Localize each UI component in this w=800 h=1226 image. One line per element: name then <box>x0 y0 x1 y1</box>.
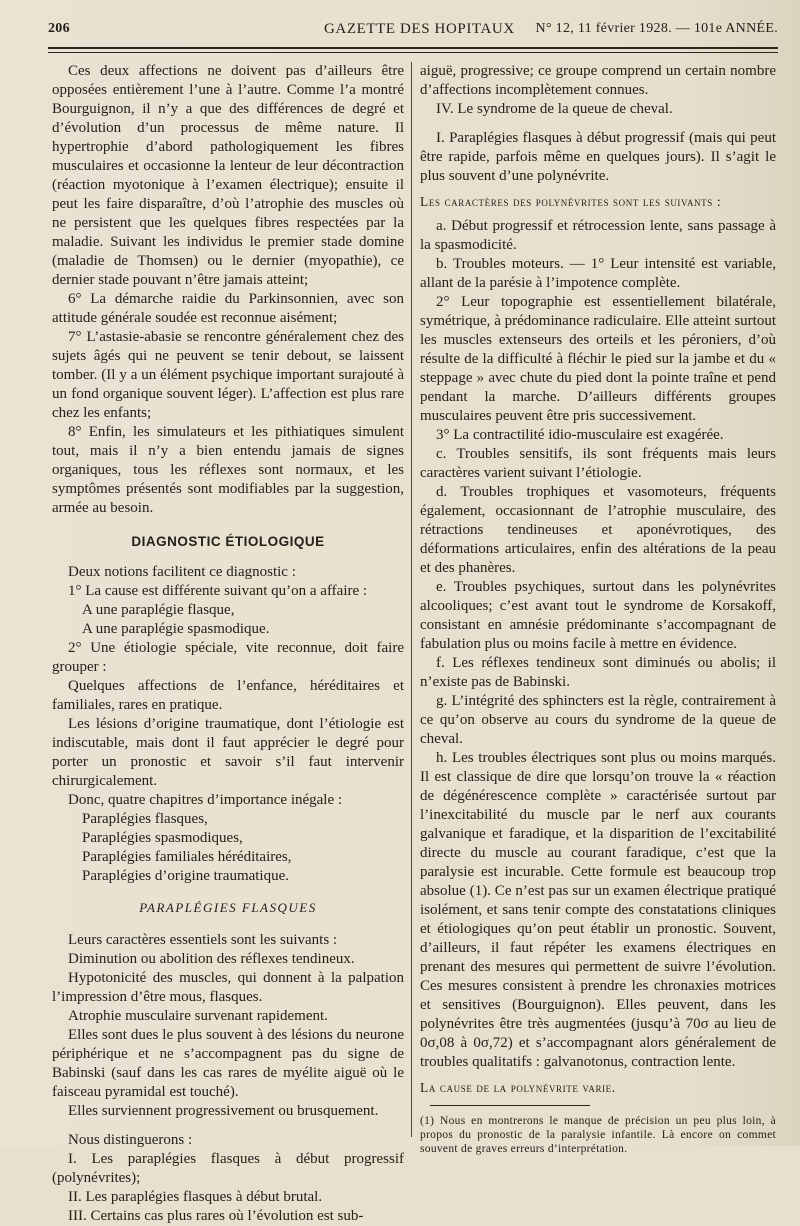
paragraph: h. Les troubles électriques sont plus ou moins marqués. Il est classique de dire que lorsqu’on trouve la « réaction de dégénérescence complète » caractérisée surtout par l’inexcitabilité du muscle par le nerf aux courants galvanique et faradique, et la disparition de l’excitabilité directe du muscle au courant faradique, c’est que la paralysie est incurable. Cette formule est beaucoup trop absolue (1). Ce n’est pas sur un examen électrique pratiqué isolément, et sans tenir compte des constatations cliniques et étiologiques qu’on peut établir un pronostic. Souvent, d’ailleurs, il faut répéter les examens électriques en prenant des mesures qui permettent de suivre l’évolution. Ces mesures consistent à prendre les chronaxies motrices et sensitives (Bourguignon). Elles peuvent, dans les polynévrites être très augmentées (jusqu’à 70σ au lieu de 0σ,08 à 0σ,72) et s’accompagnant alors généralement de troubles qualitatifs : galvanotonus, contraction lente. <box>420 750 776 1070</box>
page-number: 206 <box>48 21 70 36</box>
paragraph: Donc, quatre chapitres d’importance inégale : <box>68 792 343 808</box>
paragraph: Diminution ou abolition des réflexes tendineux. <box>68 951 355 967</box>
paragraph: Paraplégies d’origine traumatique. <box>82 868 290 884</box>
paragraph <box>52 1121 404 1131</box>
paragraph: f. Les réflexes tendineux sont diminués ou abolis; il n’existe pas de Babinski. <box>420 655 776 690</box>
paragraph: b. Troubles moteurs. — 1° Leur intensité est variable, allant de la parésie à l’impotence complète. <box>420 256 776 291</box>
footnote-rule <box>430 1105 590 1106</box>
paragraph: e. Troubles psychiques, surtout dans les polynévrites alcooliques; c’est avant tout le syndrome de Korsakoff, consistant en amnésie prédominante s’accompagnant de fabulation plus ou moins facile à mettre en évidence. <box>420 579 776 652</box>
paragraph: A une paraplégie flasque, <box>82 602 235 618</box>
paragraph: I. Les paraplégies flasques à début progressif (polynévrites); <box>52 1151 404 1186</box>
page-header <box>48 14 778 44</box>
paragraph: Paraplégies flasques, <box>82 811 208 827</box>
paragraph: Atrophie musculaire survenant rapidement. <box>68 1008 328 1024</box>
journal-title: GAZETTE DES HOPITAUX <box>324 20 515 37</box>
paragraph: IV. Le syndrome de la queue de cheval. <box>436 101 673 117</box>
section-heading: Les caractères des polynévrites sont les suivants : <box>420 194 722 209</box>
paragraph: d. Troubles trophiques et vasomoteurs, fréquents également, occasionnant de l’atrophie musculaire, des rétractions tendineuses et aponévrotiques, des déformations articulaires, enfin des altérations de la peau et des phanères. <box>420 484 776 576</box>
right-column-body <box>420 62 776 1097</box>
paragraph: aiguë, progressive; ce groupe comprend un certain nombre d’affections incomplètement connues. <box>420 63 776 98</box>
paragraph: 6° La démarche raidie du Parkinsonnien, avec son attitude générale soudée est reconnue aisément; <box>52 291 404 326</box>
paragraph: c. Troubles sensitifs, ils sont fréquents mais leurs caractères varient suivant l’étiologie. <box>420 446 776 481</box>
right-column <box>420 62 776 1156</box>
section-heading: DIAGNOSTIC ÉTIOLOGIQUE <box>131 534 325 549</box>
paragraph: III. Certains cas plus rares où l’évolution est sub- <box>68 1208 364 1224</box>
header-rule-thin <box>48 52 778 53</box>
paragraph: Elles sont dues le plus souvent à des lésions du neurone périphérique et ne s’accompagnent pas du signe de Babinski (sauf dans les cas rares de myélite aiguë où le faisceau pyramidal est touché). <box>52 1027 404 1100</box>
column-divider <box>411 62 412 1137</box>
paragraph <box>420 119 776 129</box>
paragraph: A une paraplégie spasmodique. <box>82 621 270 637</box>
left-column <box>52 62 404 1226</box>
paragraph: 8° Enfin, les simulateurs et les pithiatiques simulent tout, mais il n’y a bien entendu jamais de signes organiques, tous les réflexes sont normaux, et les symptômes présentés sont modifiables par la suggestion, armée au besoin. <box>52 424 404 516</box>
paragraph: Deux notions facilitent ce diagnostic : <box>68 564 296 580</box>
paragraph: 2° Une étiologie spéciale, vite reconnue, doit faire grouper : <box>52 640 404 675</box>
paragraph: 7° L’astasie-abasie se rencontre généralement chez des sujets âgés qui ne peuvent se tenir debout, se laissent tomber. (Il y a un élément psychique important surajouté à un fond organique souvent léger). L’affection est plus rare chez les enfants; <box>52 329 404 421</box>
paragraph: Leurs caractères essentiels sont les suivants : <box>68 932 338 948</box>
paragraph: Ces deux affections ne doivent pas d’ailleurs être opposées entièrement l’une à l’autre. Comme l’a montré Bourguignon, il n’y a que des différences de degré et d’évolution d’un processus de même nature. Il hypertrophie d’abord pathologiquement les fibres musculaires et occasionne la lenteur de leur décontraction (réaction myotonique à l’examen électrique); ensuite il peut les faire disparaître, d’où l’atrophie des muscles où ne persistent que les quelques fibres respectées par la maladie. Suivant les individus le premier stade domine (maladie de Thomsen) ou le dernier (myopathie), ce dernier stade pouvant n’être jamais atteint; <box>52 63 404 288</box>
paragraph: Quelques affections de l’enfance, héréditaires et familiales, rares en pratique. <box>52 678 404 713</box>
paragraph: 3° La contractilité idio-musculaire est exagérée. <box>436 427 724 443</box>
paragraph: a. Début progressif et rétrocession lente, sans passage à la spasmodicité. <box>420 218 776 253</box>
paragraph: Hypotonicité des muscles, qui donnent à la palpation l’impression d’être mous, flasques. <box>52 970 404 1005</box>
paragraph: Elles surviennent progressivement ou brusquement. <box>68 1103 379 1119</box>
header-rule-thick <box>48 47 778 49</box>
paragraph: g. L’intégrité des sphincters est la règle, contrairement à ce qu’on observe au cours du syndrome de la queue de cheval. <box>420 693 776 747</box>
paragraph: 2° Leur topographie est essentiellement bilatérale, symétrique, à prédominance radiculaire. Elle atteint surtout les muscles extenseurs des orteils et les péroniers, d’où résulte de la difficulté à fléchir le pied sur la jambe et du « steppage » avec chute du pied dont la pointe traîne et pend pendant la marche. D’ailleurs différents groupes musculaires peuvent être pris successivement. <box>420 294 776 424</box>
section-heading: PARAPLÉGIES FLASQUES <box>139 900 317 915</box>
paragraph: Nous distinguerons : <box>68 1132 193 1148</box>
section-heading: La cause de la polynévrite varie. <box>420 1080 616 1095</box>
paragraph: 1° La cause est différente suivant qu’on a affaire : <box>68 583 368 599</box>
footnote: (1) Nous en montrerons le manque de précision un peu plus loin, à propos du pronostic de la paralysie infantile. Là encore on commet souvent de graves erreurs d’interprétation. <box>420 1115 776 1155</box>
issue-line: N° 12, 11 février 1928. — 101e ANNÉE. <box>535 21 778 36</box>
paragraph: II. Les paraplégies flasques à début brutal. <box>68 1189 323 1205</box>
paragraph: Paraplégies familiales héréditaires, <box>82 849 292 865</box>
paragraph: I. Paraplégies flasques à début progressif (mais qui peut être rapide, parfois même en quelques jours). Il s’agit le plus souvent d’une polynévrite. <box>420 130 776 184</box>
paragraph: Les lésions d’origine traumatique, dont l’étiologie est indiscutable, mais dont il faut apprécier le degré pour porter un pronostic et savoir s’il faut intervenir chirurgicalement. <box>52 716 404 789</box>
paragraph: Paraplégies spasmodiques, <box>82 830 243 846</box>
